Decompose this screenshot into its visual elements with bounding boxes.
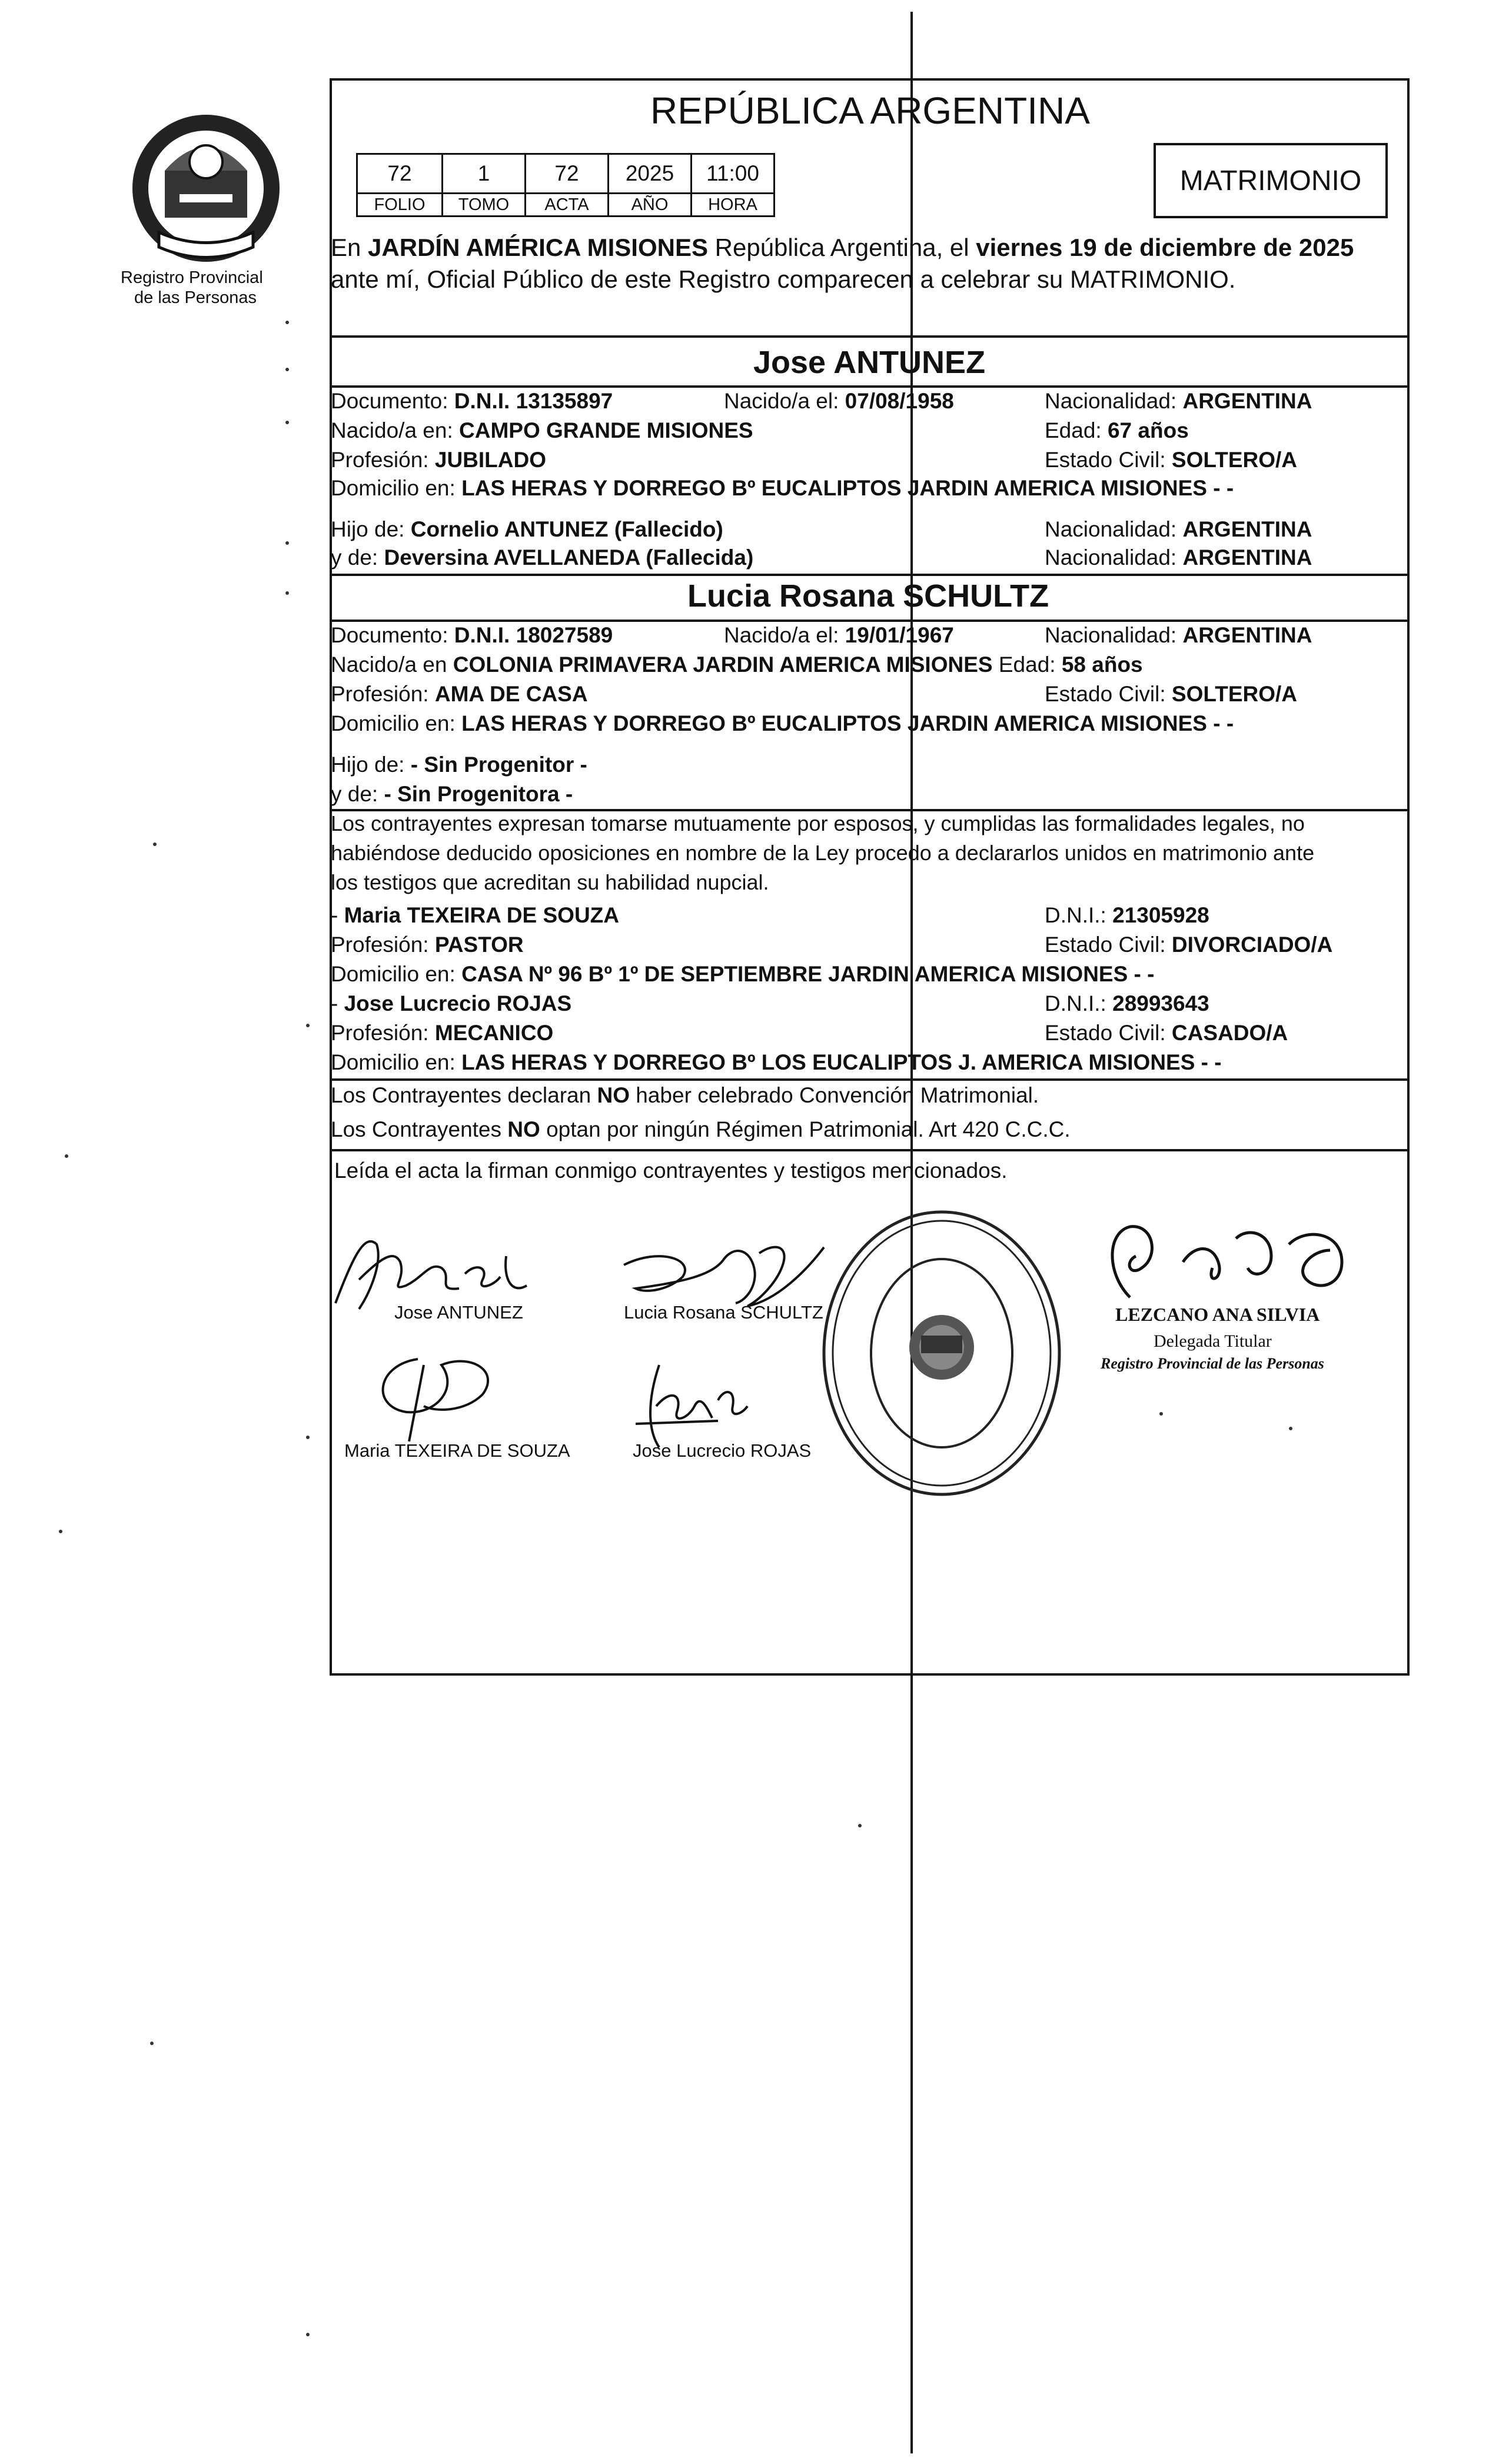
- scan-speck: [1289, 1427, 1292, 1430]
- anio-value: 2025: [607, 153, 692, 194]
- witness1-job: Profesión: PASTOR: [331, 933, 524, 957]
- province-shield-icon: [124, 106, 288, 271]
- scan-speck: [1159, 1412, 1163, 1416]
- intro-p2: República Argentina, el: [707, 234, 976, 261]
- scan-speck: [306, 1024, 310, 1027]
- signature-label-4: Jose Lucrecio ROJAS: [633, 1440, 812, 1461]
- divider-3: [330, 574, 1410, 576]
- declaration-line2: habiéndose deducido oposiciones en nombre de la Ley procedo a declararlos unidos en matrimonio ante: [331, 841, 1315, 865]
- spouse1-mother: y de: Deversina AVELLANEDA (Fallecida): [331, 545, 754, 570]
- folio-label: FOLIO: [356, 192, 443, 217]
- province-logo: [124, 106, 288, 271]
- witness2-dni: D.N.I.: 28993643: [1045, 991, 1209, 1015]
- intro-line2: ante mí, Oficial Público de este Registro comparecen a celebrar su MATRIMONIO.: [331, 265, 1236, 293]
- acta-label: ACTA: [524, 192, 609, 217]
- folio-value: 72: [356, 153, 443, 194]
- intro-line1: [331, 233, 1354, 262]
- scan-speck: [153, 843, 157, 846]
- witness2-civil: Estado Civil: CASADO/A: [1045, 1021, 1288, 1045]
- spouse2-nat: Nacionalidad: ARGENTINA: [1045, 623, 1312, 647]
- intro-p1: En: [331, 234, 368, 261]
- intro-date: viernes 19 de diciembre de 2025: [976, 234, 1354, 261]
- anio-label: AÑO: [607, 192, 692, 217]
- spouse2-born: Nacido/a el: 19/01/1967: [724, 623, 954, 647]
- scan-speck: [65, 1154, 68, 1158]
- spouse1-job: Profesión: JUBILADO: [331, 448, 546, 472]
- declaration-line3: los testigos que acreditan su habilidad nupcial.: [331, 870, 769, 894]
- intro-place: JARDÍN AMÉRICA MISIONES: [368, 234, 708, 261]
- hora-label: HORA: [690, 192, 775, 217]
- spouse1-born: Nacido/a el: 07/08/1958: [724, 389, 954, 413]
- divider-1: [330, 335, 1410, 338]
- spouse2-address: Domicilio en: LAS HERAS Y DORREGO Bº EUCALIPTOS JARDIN AMERICA MISIONES - -: [331, 711, 1234, 735]
- spouse1-birthplace: Nacido/a en: CAMPO GRANDE MISIONES: [331, 418, 753, 442]
- scan-speck: [285, 591, 289, 595]
- witness2-job: Profesión: MECANICO: [331, 1021, 554, 1045]
- closing-line: Leída el acta la firman conmigo contrayentes y testigos mencionados.: [334, 1158, 1008, 1183]
- scan-speck: [858, 1824, 862, 1827]
- scan-speck: [150, 2042, 154, 2045]
- acta-value: 72: [524, 153, 609, 194]
- witness1-civil: Estado Civil: DIVORCIADO/A: [1045, 933, 1333, 957]
- official-seal: [812, 1200, 1071, 1506]
- spouse1-civil: Estado Civil: SOLTERO/A: [1045, 448, 1298, 472]
- scan-speck: [285, 541, 289, 545]
- regime-line2: Los Contrayentes NO optan por ningún Régimen Patrimonial. Art 420 C.C.C.: [331, 1117, 1071, 1141]
- spouse2-civil: Estado Civil: SOLTERO/A: [1045, 682, 1298, 706]
- spouse2-job: Profesión: AMA DE CASA: [331, 682, 588, 706]
- registry-values-row: [356, 153, 775, 194]
- signature-label-2: Lucia Rosana SCHULTZ: [624, 1302, 823, 1323]
- registry-labels-row: [356, 192, 775, 217]
- tomo-value: 1: [441, 153, 526, 194]
- spouse1-mother-nat: Nacionalidad: ARGENTINA: [1045, 545, 1312, 570]
- official-name: LEZCANO ANA SILVIA: [1115, 1304, 1320, 1325]
- witness1-address: Domicilio en: CASA Nº 96 Bº 1º DE SEPTIEMBRE JARDIN AMERICA MISIONES - -: [331, 962, 1155, 986]
- official-org: Registro Provincial de las Personas: [1101, 1355, 1324, 1372]
- act-type-box: [1154, 143, 1388, 218]
- scan-speck: [59, 1530, 62, 1533]
- country-title: REPÚBLICA ARGENTINA: [650, 89, 1090, 132]
- signature-label-3: Maria TEXEIRA DE SOUZA: [344, 1440, 570, 1461]
- spouse1-doc: Documento: D.N.I. 13135897: [331, 389, 613, 413]
- scan-speck: [285, 368, 289, 371]
- spouse1-name: Jose ANTUNEZ: [753, 345, 986, 380]
- divider-7: [330, 1149, 1410, 1151]
- scan-speck: [285, 321, 289, 324]
- spouse1-age: Edad: 67 años: [1045, 418, 1189, 442]
- spouse2-mother: y de: - Sin Progenitora -: [331, 782, 573, 806]
- spouse1-father-nat: Nacionalidad: ARGENTINA: [1045, 517, 1312, 541]
- spouse2-doc: Documento: D.N.I. 18027589: [331, 623, 613, 647]
- witness1-dni: D.N.I.: 21305928: [1045, 903, 1209, 927]
- divider-6: [330, 1078, 1410, 1081]
- witness2-name: - Jose Lucrecio ROJAS: [331, 991, 572, 1015]
- spouse1-nat: Nacionalidad: ARGENTINA: [1045, 389, 1312, 413]
- official-title: Delegada Titular: [1154, 1331, 1272, 1351]
- signature-jose-rojas: [624, 1353, 800, 1453]
- spouse1-father: Hijo de: Cornelio ANTUNEZ (Fallecido): [331, 517, 723, 541]
- signature-maria-texeira: [353, 1341, 530, 1447]
- divider-2: [330, 385, 1410, 388]
- spouse2-birthplace: Nacido/a en COLONIA PRIMAVERA JARDIN AMERICA MISIONES Edad: 58 años: [331, 652, 1143, 677]
- scan-speck: [306, 2333, 310, 2336]
- seal-emblem-icon: [812, 1200, 1071, 1506]
- scan-speck: [285, 421, 289, 424]
- regime-line1: Los Contrayentes declaran NO haber celebrado Convención Matrimonial.: [331, 1083, 1039, 1107]
- registry-name-line2: de las Personas: [134, 288, 257, 307]
- signature-label-1: Jose ANTUNEZ: [394, 1302, 523, 1323]
- hora-value: 11:00: [690, 153, 775, 194]
- tomo-label: TOMO: [441, 192, 526, 217]
- declaration-line1: Los contrayentes expresan tomarse mutuamente por esposos, y cumplidas las formalidades legales, no: [331, 811, 1305, 835]
- spouse2-father: Hijo de: - Sin Progenitor -: [331, 752, 587, 777]
- act-type-label: MATRIMONIO: [1179, 165, 1362, 197]
- registry-name-line1: Registro Provincial: [121, 268, 263, 287]
- spouse2-name: Lucia Rosana SCHULTZ: [687, 578, 1049, 614]
- divider-4: [330, 620, 1410, 622]
- signature-official: [1095, 1215, 1389, 1309]
- witness2-address: Domicilio en: LAS HERAS Y DORREGO Bº LOS EUCALIPTOS J. AMERICA MISIONES - -: [331, 1050, 1222, 1074]
- spouse1-address: Domicilio en: LAS HERAS Y DORREGO Bº EUCALIPTOS JARDIN AMERICA MISIONES - -: [331, 476, 1234, 500]
- witness1-name: - Maria TEXEIRA DE SOUZA: [331, 903, 619, 927]
- scan-speck: [306, 1436, 310, 1439]
